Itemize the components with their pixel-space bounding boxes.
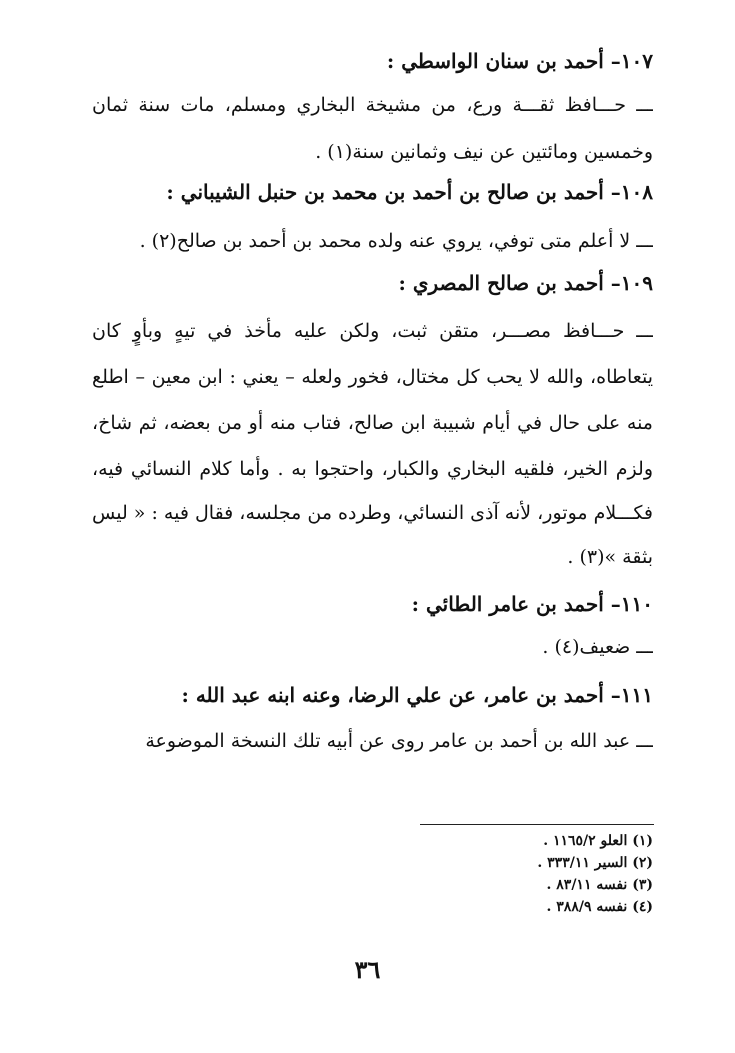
- entry-109-heading: ١٠٩– أحمد بن صالح المصري :: [398, 271, 653, 295]
- page-number: ٣٦: [354, 955, 381, 984]
- footnote: (٤) نفسه ٣٨٨/٩ .: [546, 899, 653, 915]
- entry-110-heading: ١١٠– أحمد بن عامر الطائي :: [411, 592, 653, 616]
- entry-111-text-line: ـــ عبد الله بن أحمد بن عامر روى عن أبيه تلك النسخة الموضوعة: [145, 730, 653, 752]
- footnote: (١) العلو ١١٦٥/٢ .: [543, 833, 653, 849]
- footnote: (٣) نفسه ٨٣/١١ .: [546, 877, 653, 893]
- entry-109-text-line: ولزم الخير، فلقيه البخاري والكبار، واحتجوا به . وأما كلام النسائي فيه،: [92, 458, 653, 480]
- entry-107-text-line: ـــ حـــافظ ثقـــة ورع، من مشيخة البخاري ومسلم، مات سنة ثمان: [92, 94, 653, 116]
- entry-107-heading: ١٠٧– أحمد بن سنان الواسطي :: [386, 49, 653, 73]
- entry-107-text-line: وخمسين ومائتين عن نيف وثمانين سنة(١) .: [315, 141, 653, 163]
- entry-108-text-line: ـــ لا أعلم متى توفي، يروي عنه ولده محمد بن أحمد بن صالح(٢) .: [139, 230, 653, 252]
- entry-109-text-line: بثقة »(٣) .: [567, 546, 653, 568]
- entry-108-heading: ١٠٨– أحمد بن صالح بن أحمد بن محمد بن حنبل الشيباني :: [166, 180, 653, 204]
- entry-110-text-line: ـــ ضعيف(٤) .: [542, 636, 653, 658]
- entry-109-text-line: منه على حال في أيام شبيبة ابن صالح، فتاب منه أو من بعضه، ثم شاخ،: [92, 412, 653, 434]
- entry-109-text-line: ـــ حـــافظ مصـــر، متقن ثبت، ولكن عليه مأخذ في تيهٍ وبأوٍ كان: [92, 320, 653, 342]
- entry-109-text-line: فكـــلام موتور، لأنه آذى النسائي، وطرده من مجلسه، فقال فيه : « ليس: [92, 502, 653, 524]
- footnote: (٢) السير ٣٣٣/١١ .: [537, 855, 653, 871]
- entry-111-heading: ١١١– أحمد بن عامر، عن علي الرضا، وعنه ابنه عبد الله :: [181, 683, 653, 707]
- entry-109-text-line: يتعاطاه، والله لا يحب كل مختال، فخور ولعله – يعني : ابن معين – اطلع: [92, 366, 653, 388]
- footnote-divider: [420, 824, 654, 825]
